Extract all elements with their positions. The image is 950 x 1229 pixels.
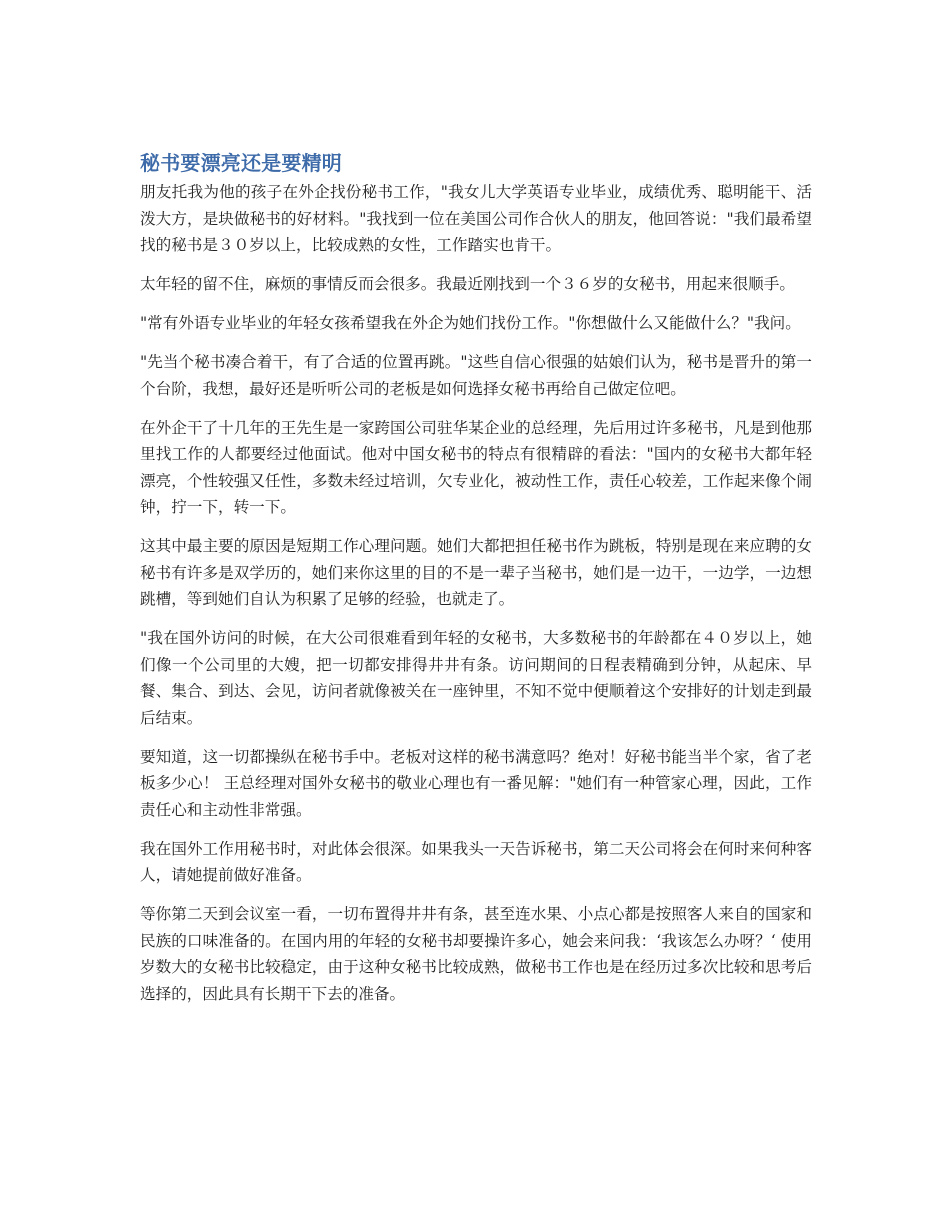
paragraph-5: 在外企干了十几年的王先生是一家跨国公司驻华某企业的总经理，先后用过许多秘书，凡是到他那里找工作的人都要经过他面试。他对中国女秘书的特点有很精辟的看法："国内的女秘书大都年轻漂亮，个性较强又任性，多数未经过培训，欠专业化，被动性工作，责任心较差，工作起来像个闹钟，拧一下，转一下。	[140, 418, 812, 516]
paragraph-6: 这其中最主要的原因是短期工作心理问题。她们大都把担任秘书作为跳板，特别是现在来应聘的女秘书有许多是双学历的，她们来你这里的目的不是一辈子当秘书，她们是一边干，一边学，一边想跳槽，等到她们自认为积累了足够的经验，也就走了。	[140, 537, 812, 608]
paragraph-9: 我在国外工作用秘书时，对此体会很深。如果我头一天告诉秘书，第二天公司将会在何时来何种客人，请她提前做好准备。	[140, 839, 812, 884]
paragraph-8: 要知道，这一切都操纵在秘书手中。老板对这样的秘书满意吗？绝对！好秘书能当半个家，省了老板多少心！ 王总经理对国外女秘书的敬业心理也有一番见解："她们有一种管家心理，因此，工作责任心和主动性非常强。	[140, 747, 812, 819]
paragraph-4: "先当个秘书凑合着干，有了合适的位置再跳。"这些自信心很强的姑娘们认为，秘书是晋升的第一个台阶，我想，最好还是听听公司的老板是如何选择女秘书再给自己做定位吧。	[140, 353, 812, 398]
paragraph-1: 朋友托我为他的孩子在外企找份秘书工作，"我女儿大学英语专业毕业，成绩优秀、聪明能干、活泼大方，是块做秘书的好材料。"我找到一位在美国公司作合伙人的朋友，他回答说："我们最希望找的秘书是３０岁以上，比较成熟的女性，工作踏实也肯干。	[140, 183, 812, 254]
paragraph-7: "我在国外访问的时候，在大公司很难看到年轻的女秘书，大多数秘书的年龄都在４０岁以上，她们像一个公司里的大嫂，把一切都安排得井井有条。访问期间的日程表精确到分钟，从起床、早餐、集合、到达、会见，访问者就像被关在一座钟里，不知不觉中便顺着这个安排好的计划走到最后结束。	[140, 629, 812, 727]
article-title: 秘书要漂亮还是要精明	[140, 151, 342, 175]
paragraph-3: "常有外语专业毕业的年轻女孩希望我在外企为她们找份工作。"你想做什么又能做什么？"我问。	[140, 314, 801, 332]
article	[140, 148, 812, 1020]
paragraph-10: 等你第二天到会议室一看，一切布置得井井有条，甚至连水果、小点心都是按照客人来自的国家和民族的口味准备的。在国内用的年轻的女秘书却要操许多心，她会来问我：‘我该怎么办呀？‘ 使用岁数大的女秘书比较稳定，由于这种女秘书比较成熟，做秘书工作也是在经历过多次比较和思考后选择的，因此具有长期干下去的准备。	[140, 905, 812, 1003]
paragraph-2: 太年轻的留不住，麻烦的事情反而会很多。我最近刚找到一个３６岁的女秘书，用起来很顺手。	[140, 275, 795, 293]
